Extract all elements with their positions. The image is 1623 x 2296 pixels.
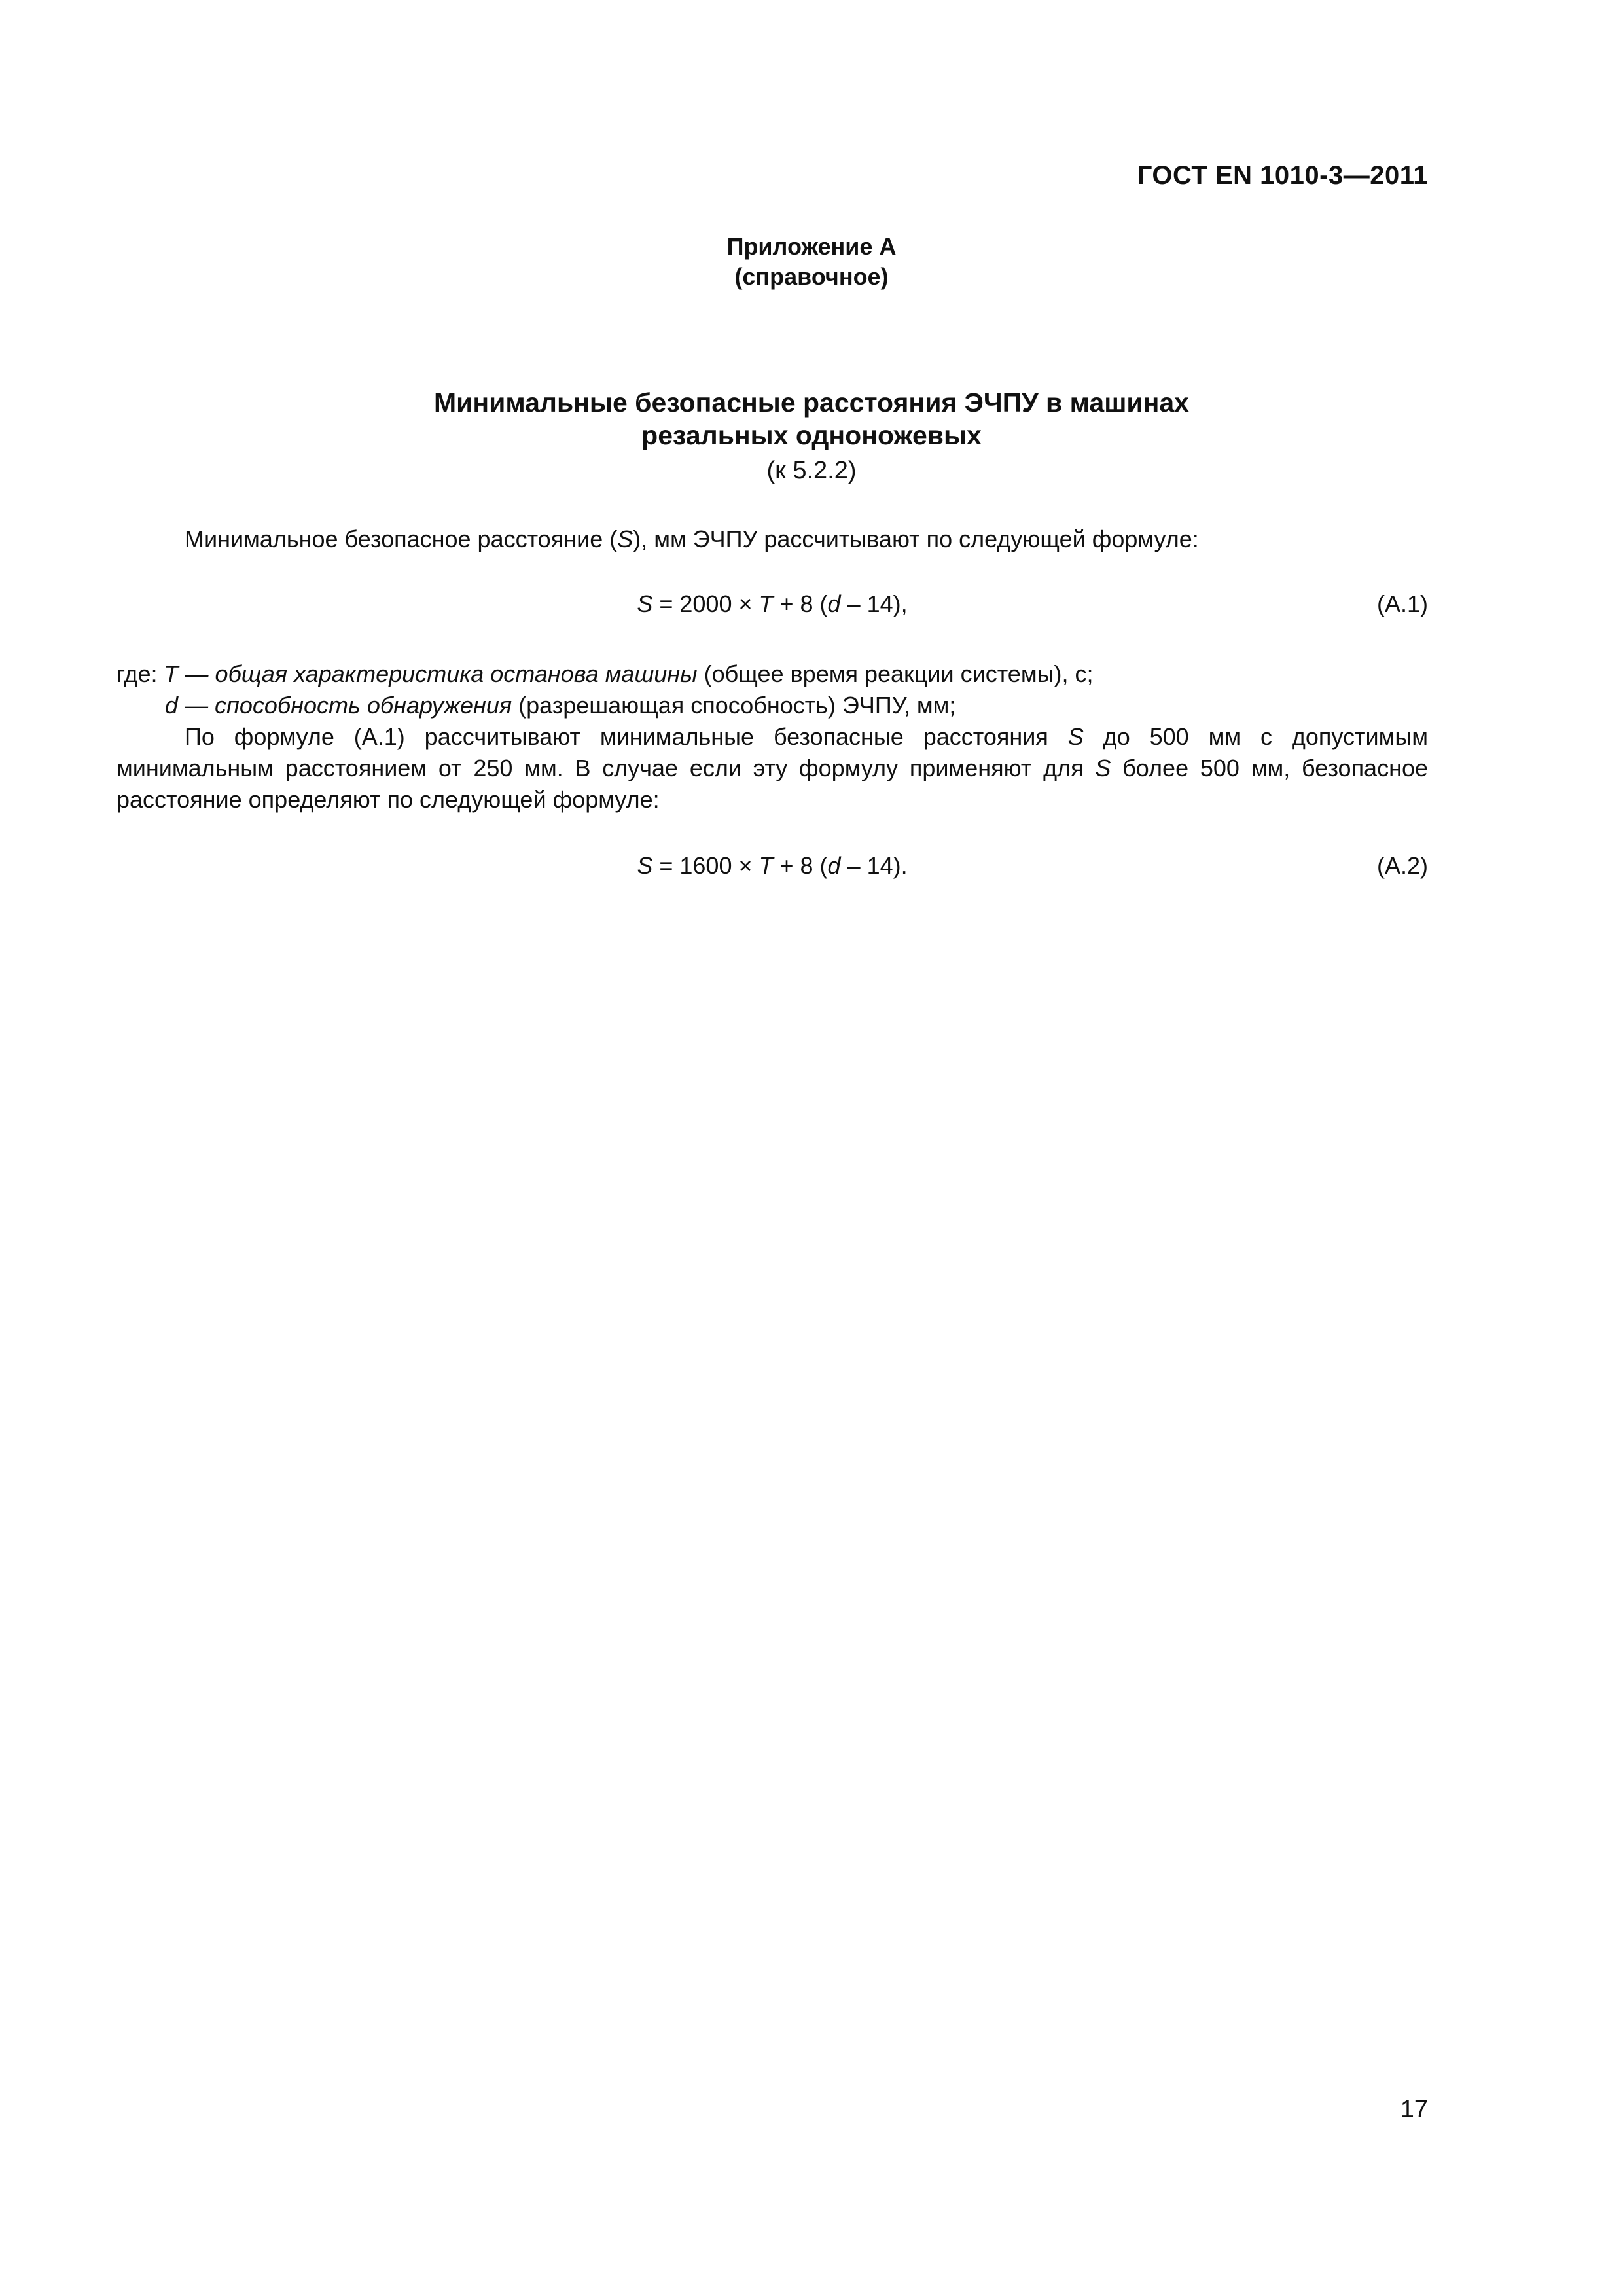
- document-code: ГОСТ EN 1010-3—2011: [1137, 161, 1428, 190]
- section-reference: (к 5.2.2): [766, 457, 857, 484]
- formula-a2-number: (A.2): [1376, 852, 1428, 879]
- intro-paragraph: Минимальное безопасное расстояние (S), мм ЭЧПУ рассчитывают по следующей формуле:: [185, 526, 1199, 552]
- formula-a1-number: (A.1): [1376, 590, 1428, 617]
- section-title-line-1: Минимальные безопасные расстояния ЭЧПУ в машинах: [434, 387, 1189, 418]
- section-title-line-2: резальных одноножевых: [641, 420, 982, 450]
- definition-t: где: T — общая характеристика останова машины (общее время реакции системы), с;: [116, 660, 1094, 687]
- body-paragraph: По формуле (А.1) рассчитывают минимальные безопасные расстояния S до 500 мм с допустимым минимальным расстоянием от 250 мм. В случае если эту формулу применяют для S более 500 мм, безопасное расстояние определяют по следующей формуле:: [116, 723, 1429, 813]
- annex-title: Приложение А: [726, 233, 897, 260]
- annex-type: (справочное): [734, 263, 889, 290]
- page-number: 17: [1400, 2096, 1428, 2123]
- formula-a1: S = 2000 × T + 8 (d – 14),: [637, 590, 908, 617]
- definition-d: d — способность обнаружения (разрешающая способность) ЭЧПУ, мм;: [165, 692, 956, 719]
- formula-a2: S = 1600 × T + 8 (d – 14).: [637, 852, 908, 879]
